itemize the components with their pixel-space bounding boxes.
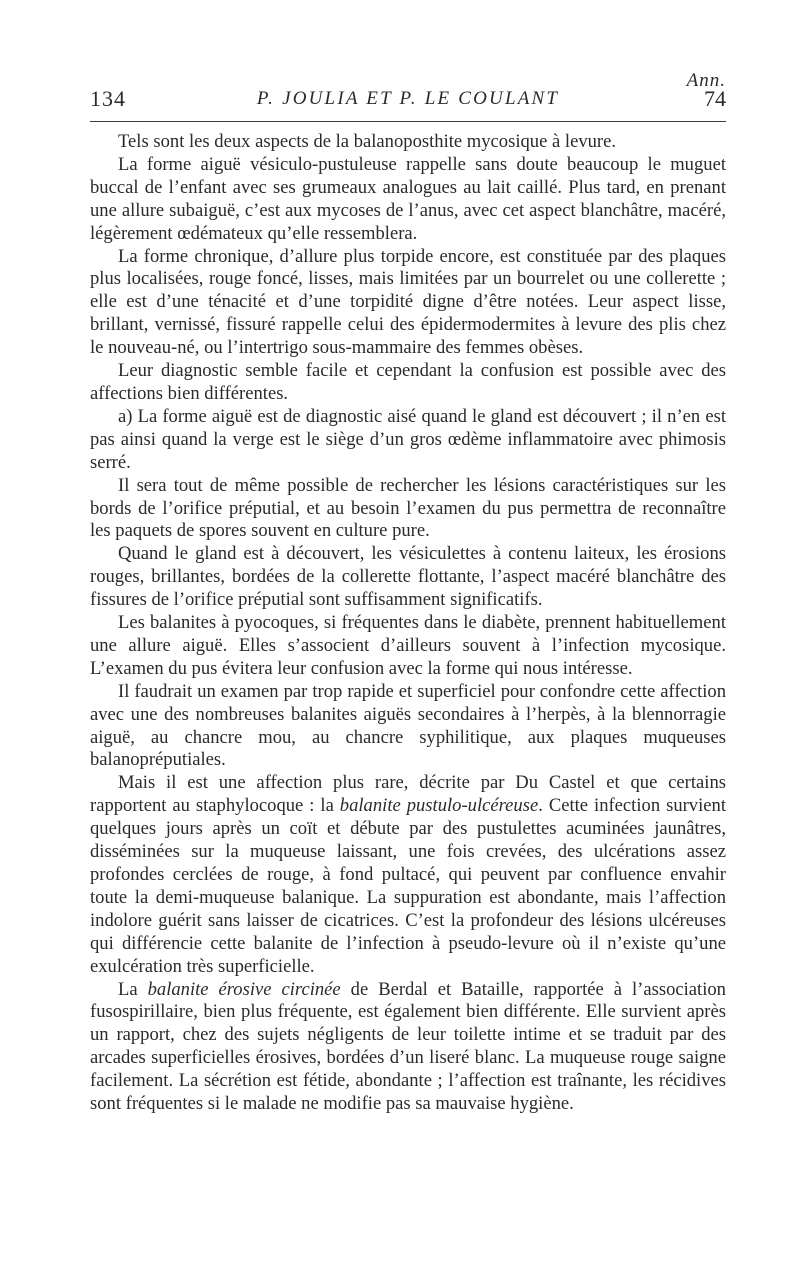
paragraph: Tels sont les deux aspects de la balanoposthite mycosique à levure. bbox=[118, 131, 617, 152]
italic-term: balanite pustulo-ulcéreuse bbox=[339, 795, 539, 817]
page-header bbox=[90, 86, 726, 116]
paragraph: Il sera tout de même possible de rechercher les lésions caractéristiques sur les bords de l’orifice préputial, et au besoin l’examen du pus permettra de reconnaître les paquets de spores souvent en culture pure. bbox=[90, 474, 726, 542]
italic-term: balanite érosive circinée bbox=[147, 978, 341, 1000]
body-text bbox=[90, 131, 726, 1116]
page-number: 134 bbox=[90, 86, 126, 111]
paragraph: La forme aiguë vésiculo-pustuleuse rappelle sans doute beaucoup le muguet buccal de l’enfant avec ses grumeaux analogues au lait caillé. Plus tard, en prenant une allure subaiguë, c’est aux mycoses de l’anus, avec cet aspect blanchâtre, macéré, légèrement œdémateux qu’elle ressemblera. bbox=[90, 153, 726, 244]
paragraph: a) La forme aiguë est de diagnostic aisé quand le gland est découvert ; il n’en est pas ainsi quand la verge est le siège d’un gros œdème inflammatoire avec phimosis serré. bbox=[90, 405, 726, 473]
paragraph: La forme chronique, d’allure plus torpide encore, est constituée par des plaques plus localisées, rouge foncé, lisses, mais limitées par un bourrelet ou une collerette ; elle est d’une ténacité et d’une torpidité digne d’être notées. Leur aspect lisse, brillant, vernissé, fissuré rappelle celui des épidermodermites à levure des plis chez le nouveau-né, ou l’intertrigo sous-mammaire des femmes obèses. bbox=[90, 245, 726, 359]
paragraph: La balanite érosive circinée de Berdal et Bataille, rapportée à l’association fusospirillaire, bien plus fréquente, est également bien différente. Elle survient après un rapport, chez des sujets négligents de leur toilette intime et se traduit par des arcades superficielles érosives, bordées d’un liseré blanc. La muqueuse rouge saigne facilement. La sécrétion est fétide, abondante ; l’affection est traînante, les récidives sont fréquentes si le malade ne modifie pas sa mauvaise hygiène. bbox=[90, 978, 726, 1115]
running-title: P. JOULIA ET P. LE COULANT bbox=[256, 88, 560, 109]
paragraph: Mais il est une affection plus rare, décrite par Du Castel et que certains rapportent au staphylocoque : la balanite pustulo-ulcéreuse. Cette infection survient quelques jours après un coït et débute par des pustulettes acuminées jaunâtres, disséminées sur la muqueuse laissant, une fois crevées, des ulcérations assez profondes cerclées de rouge, à fond pultacé, qui peuvent par confluence envahir toute la demi-muqueuse balanique. La suppuration est abondante, mais l’affection indolore guérit sans laisser de cicatrices. C’est la profondeur des lésions ulcéreuses qui différencie cette balanite de l’infection à pseudo-levure où il n’existe qu’une exulcération très superficielle. bbox=[90, 772, 726, 977]
paragraph: Leur diagnostic semble facile et cependant la confusion est possible avec des affections bien différentes. bbox=[90, 360, 726, 404]
paragraph: Il faudrait un examen par trop rapide et superficiel pour confondre cette affection avec une des nombreuses balanites aiguës secondaires à l’herpès, à la blennorragie aiguë, au chancre mou, au chancre syphilitique, aux plaques muqueuses balanopréputiales. bbox=[90, 680, 726, 771]
margin-annotation: Ann. bbox=[686, 70, 726, 91]
paragraph: Quand le gland est à découvert, les vésiculettes à contenu laiteux, les érosions rouges, brillantes, bordées de la collerette flottante, l’aspect macéré blanchâtre des fissures de l’orifice préputial sont suffisamment significatifs. bbox=[90, 543, 726, 611]
header-rule bbox=[90, 121, 726, 122]
paragraph: Les balanites à pyocoques, si fréquentes dans le diabète, prennent habituellement une allure aiguë. Elles s’associent d’ailleurs souvent à l’infection mycosique. L’examen du pus évitera leur confusion avec la forme qui nous intéresse. bbox=[90, 612, 726, 679]
volume-number: 74 bbox=[704, 86, 726, 111]
